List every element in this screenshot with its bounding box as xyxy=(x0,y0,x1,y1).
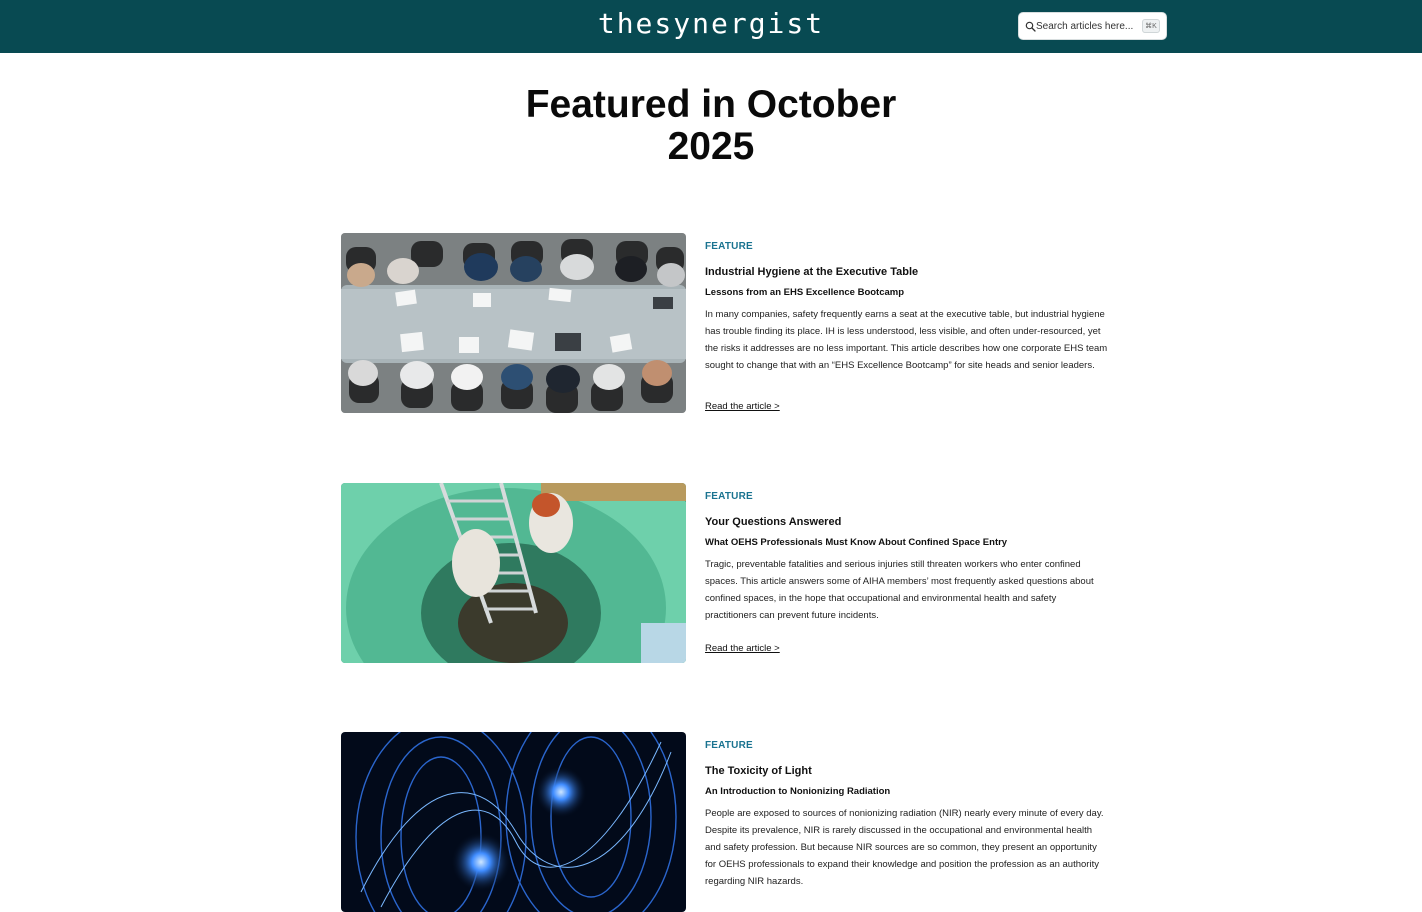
article-summary: People are exposed to sources of nonionizing radiation (NIR) nearly every minute of every day. Despite its prevalence, NIR is rarely discussed in the occupational and environmental health and safety profession. But because NIR sources are so common, they present an opportunity for OEHS professionals to expand their knowledge and position the profession as an authority regarding NIR hazards. xyxy=(705,808,1104,887)
page-title-line1: Featured in October xyxy=(525,83,897,126)
article-category[interactable]: FEATURE xyxy=(705,740,753,751)
page-title xyxy=(0,84,1422,168)
search-input[interactable] xyxy=(1036,17,1138,35)
read-article-link[interactable]: Read the article > xyxy=(705,643,780,654)
article-subtitle: Lessons from an EHS Excellence Bootcamp xyxy=(705,287,905,298)
page-title-line2: 2025 xyxy=(667,125,755,168)
article-title[interactable]: Industrial Hygiene at the Executive Table xyxy=(705,266,919,278)
article-title[interactable]: The Toxicity of Light xyxy=(705,765,812,777)
search-icon xyxy=(1025,21,1036,32)
search-box[interactable] xyxy=(1018,12,1167,40)
article-category[interactable]: FEATURE xyxy=(705,241,753,252)
read-article-link[interactable]: Read the article > xyxy=(705,401,780,412)
search-shortcut-badge: ⌘K xyxy=(1142,19,1160,33)
article-summary: Tragic, preventable fatalities and serious injuries still threaten workers who enter confined spaces. This article answers some of AIHA members’ most frequently asked questions about confined spaces, in the hope that occupational and environmental health and safety practitioners can prevent future incidents. xyxy=(705,559,1094,621)
article-image-confined-space[interactable] xyxy=(341,483,686,663)
article-summary: In many companies, safety frequently earns a seat at the executive table, but industrial hygiene has trouble finding its place. IH is less understood, less visible, and often under-resourced, yet the risks it addresses are no less important. This article describes how one corporate EHS team sought to change that with an “EHS Excellence Bootcamp” for site heads and senior leaders. xyxy=(705,309,1108,371)
site-logo[interactable]: thesynergist xyxy=(597,7,825,40)
article-image-radiation[interactable] xyxy=(341,732,686,912)
article-image-boardroom[interactable] xyxy=(341,233,686,413)
article-category[interactable]: FEATURE xyxy=(705,491,753,502)
article-subtitle: An Introduction to Nonionizing Radiation xyxy=(705,786,891,797)
article-title[interactable]: Your Questions Answered xyxy=(705,516,842,528)
article-subtitle: What OEHS Professionals Must Know About Confined Space Entry xyxy=(705,537,1008,548)
site-header xyxy=(0,0,1422,53)
